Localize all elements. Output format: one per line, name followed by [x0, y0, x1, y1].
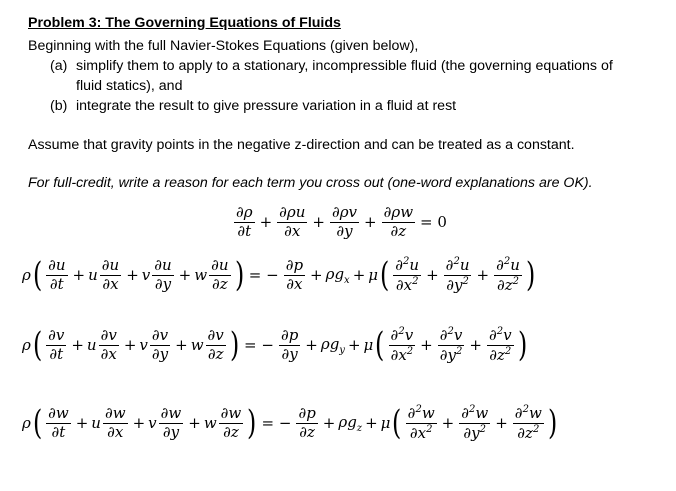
item-b-text: integrate the result to give pressure variation in a fluid at rest [76, 98, 457, 114]
item-b-label: (b) [50, 98, 68, 114]
item-a [50, 58, 613, 74]
intro-text: Beginning with the full Navier-Stokes Equations (given below), [28, 38, 419, 54]
item-b [50, 98, 456, 114]
credit-note: For full-credit, write a reason for each term you cross out (one-word explanations are OK). [28, 175, 593, 191]
item-a-text: simplify them to apply to a stationary, incompressible fluid (the governing equations of [76, 58, 613, 74]
assumption-text: Assume that gravity points in the negative z-direction and can be treated as a constant. [28, 137, 575, 153]
z-momentum-equation: ρ ( $\frac{\partial w}{\partial t}$ + u $\frac{\partial w}{\partial x}$ + v $\frac{\partial w}{\partial y}$ + w $\frac{\partial w}{\partial z}$ ) = − $\frac{\partial p}{\partial z}$ + $\rho g_z$ + μ ( $\frac{\partial^2w}{\partial x^2}$ + $\frac{\partial^2w}{\partial y^2}$ + $\frac{\partial^2w}{\partial z^2}$ ) [22, 403, 558, 444]
continuity-equation: $\frac{\partial\rho}{\partial t}$ + $\frac{\partial\rho u}{\partial x}$ + $\frac{\partial\rho v}{\partial y}$ + $\frac{\partial\rho w}{\partial z}$ = 0 [236, 203, 447, 240]
x-momentum-equation: ρ ( $\frac{\partial u}{\partial t}$ + u $\frac{\partial u}{\partial x}$ + v $\frac{\partial u}{\partial y}$ + w $\frac{\partial u}{\partial z}$ ) = − $\frac{\partial p}{\partial x}$ + $\rho g_x$ + μ ( $\frac{\partial^2u}{\partial x^2}$ + $\frac{\partial^2u}{\partial y^2}$ + $\frac{\partial^2u}{\partial z^2}$ ) [22, 255, 536, 296]
problem-heading: Problem 3: The Governing Equations of Fluids [28, 15, 341, 31]
item-a-label: (a) [50, 58, 68, 74]
item-a-continuation: fluid statics), and [76, 78, 183, 94]
y-momentum-equation: ρ ( $\frac{\partial v}{\partial t}$ + u $\frac{\partial v}{\partial x}$ + v $\frac{\partial v}{\partial y}$ + w $\frac{\partial v}{\partial z}$ ) = − $\frac{\partial p}{\partial y}$ + $\rho g_y$ + μ ( $\frac{\partial^2v}{\partial x^2}$ + $\frac{\partial^2v}{\partial y^2}$ + $\frac{\partial^2v}{\partial z^2}$ ) [22, 325, 527, 366]
